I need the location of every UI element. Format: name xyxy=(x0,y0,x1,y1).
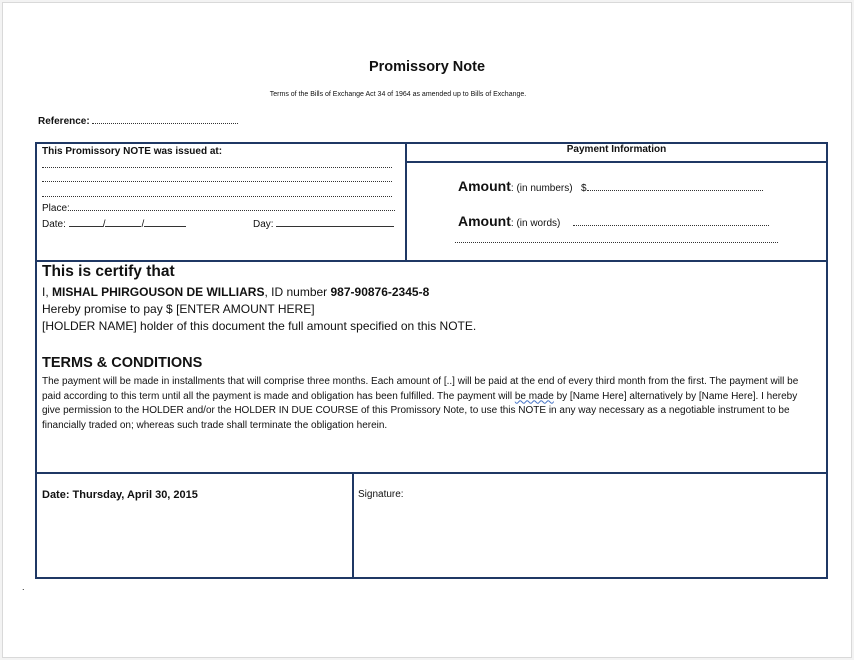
day-field[interactable] xyxy=(253,217,394,230)
terms-heading: TERMS & CONDITIONS xyxy=(42,355,203,371)
footer-mark: . xyxy=(22,582,25,592)
reference-label: Reference: xyxy=(38,116,90,127)
top-section-divider xyxy=(37,260,828,262)
payment-info-header: Payment Information xyxy=(566,144,667,155)
issue-date-year-blank[interactable] xyxy=(144,217,186,227)
issued-line-3[interactable] xyxy=(42,196,392,197)
day-blank[interactable] xyxy=(276,217,394,227)
day-label: Day: xyxy=(253,219,274,230)
issue-date-field[interactable]: Date: / / xyxy=(42,217,186,230)
reference-blank[interactable] xyxy=(92,123,238,124)
bottom-section-divider xyxy=(37,472,828,474)
place-field[interactable] xyxy=(42,203,395,214)
amount-words-label: Amount xyxy=(458,213,511,229)
amount-numbers-sublabel: : (in numbers) xyxy=(510,183,573,194)
issued-line-2[interactable] xyxy=(42,181,392,182)
bottom-column-divider xyxy=(352,472,354,579)
terms-text-part-1: The payment will be made in installments that will comprise three months. Each amount of [..] will be paid at the end of every third month from the first. The payment will be paid according to this term until all the payment is made and obligation has been fulfilled. The payment will xyxy=(42,376,799,402)
document-subtitle: Terms of the Bills of Exchange Act 34 of 1964 as amended up to Bills of Exchange. xyxy=(269,91,527,98)
place-label: Place: xyxy=(42,203,70,214)
terms-spellcheck-word: be made xyxy=(514,390,554,402)
signature-label: Signature: xyxy=(358,489,404,500)
certify-id-number: 987-90876-2345-8 xyxy=(330,285,430,299)
terms-paragraph xyxy=(42,375,812,433)
document-title: Promissory Note xyxy=(368,59,486,75)
payment-header-divider xyxy=(405,161,828,163)
certify-line-2: Hereby promise to pay $ [ENTER AMOUNT HERE] xyxy=(42,302,315,316)
amount-words-field[interactable] xyxy=(458,213,769,231)
certify-prefix: I, xyxy=(42,285,53,299)
amount-words-blank[interactable] xyxy=(573,225,769,226)
place-blank[interactable] xyxy=(70,210,395,211)
issue-date-day-blank[interactable] xyxy=(69,217,103,227)
amount-words-sublabel: : (in words) xyxy=(510,218,561,229)
certify-heading: This is certify that xyxy=(42,263,175,280)
certify-line-3: [HOLDER NAME] holder of this document the full amount specified on this NOTE. xyxy=(42,319,477,333)
issue-date-month-blank[interactable] xyxy=(105,217,141,227)
bottom-date: Date: Thursday, April 30, 2015 xyxy=(42,489,198,501)
amount-numbers-blank[interactable] xyxy=(587,190,763,191)
terms-text-part-2: by [Name Here] alternatively by [Name Here]. I hereby give permission to the HOLDER and/or the HOLDER IN DUE COURSE of this Promissory Note, to use this NOTE in any way necessary as a negotiable instrument to be financially traded on; whereas such trade shall terminate the obligation herein. xyxy=(42,390,798,431)
issued-at-label: This Promissory NOTE was issued at: xyxy=(42,146,223,157)
amount-words-line-2[interactable] xyxy=(455,242,778,243)
signature-area[interactable] xyxy=(358,505,818,571)
currency-symbol: $ xyxy=(581,183,587,194)
certify-line-1 xyxy=(42,284,429,301)
certify-name: MISHAL PHIRGOUSON DE WILLIARS xyxy=(52,285,265,299)
issue-date-label: Date: xyxy=(42,219,66,230)
top-column-divider xyxy=(405,144,407,260)
certify-mid: , ID number xyxy=(264,285,331,299)
reference-field[interactable] xyxy=(38,116,238,127)
issued-line-1[interactable] xyxy=(42,167,392,168)
amount-numbers-field[interactable] xyxy=(458,178,763,196)
amount-numbers-label: Amount xyxy=(458,178,511,194)
